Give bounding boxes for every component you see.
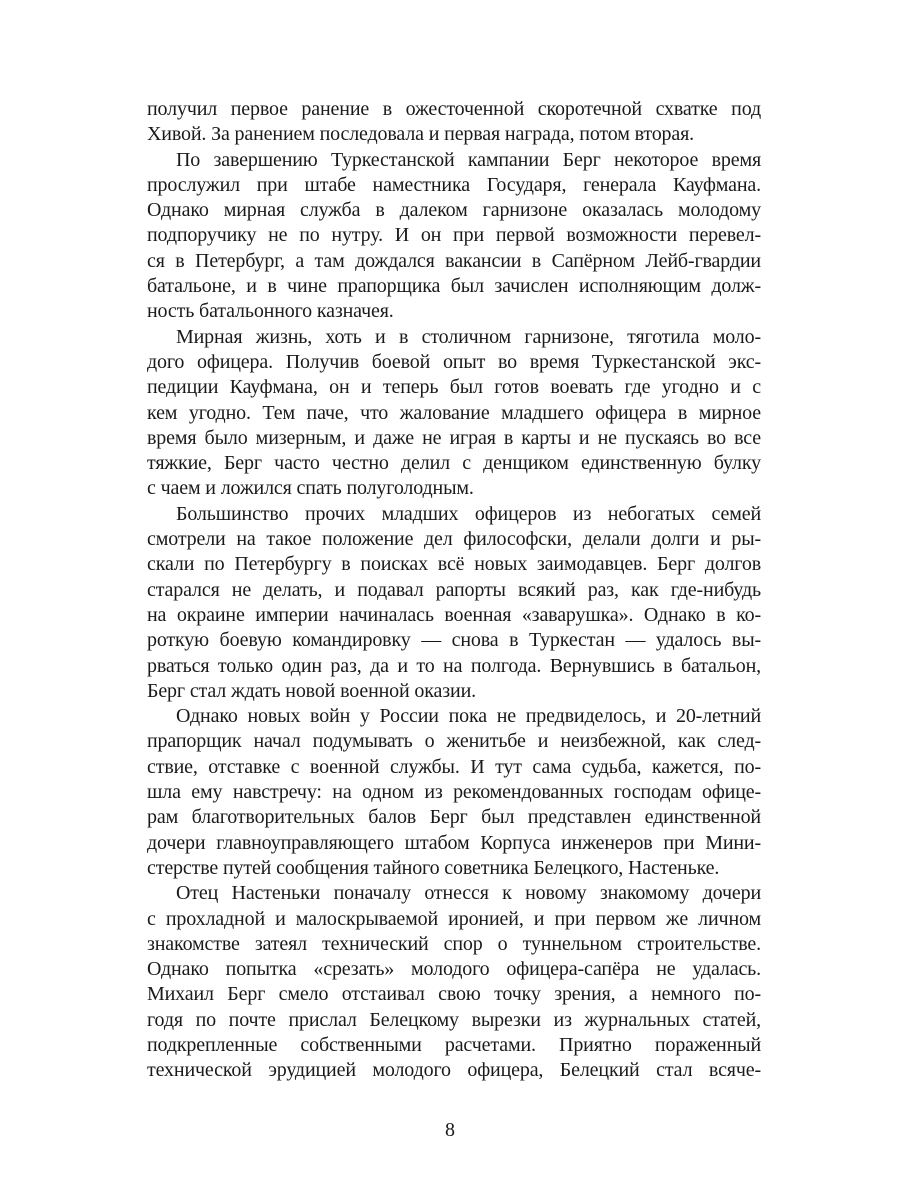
text-line: Однако новых войн у России пока не предвиделось, и 20-летний (176, 705, 761, 728)
paragraph (147, 704, 761, 881)
text-line: Однако попытка «срезать» молодого офицера-сапёра не удалась. (147, 958, 761, 981)
text-line: дочери главноуправляющего штабом Корпуса инженеров при Мини- (147, 831, 761, 854)
text-line: рам благотворительных балов Берг был представлен единственной (147, 806, 761, 829)
text-line: дого офицера. Получив боевой опыт во время Туркестанской экс- (147, 350, 761, 373)
text-line: Отец Настеньки поначалу отнесся к новому знакомому дочери (176, 882, 761, 905)
text-line: подкрепленные собственными расчетами. Приятно пораженный (147, 1033, 761, 1056)
text-line: получил первое ранение в ожесточенной скоротечной схватке под (147, 98, 761, 120)
text-line: педиции Кауфмана, он и теперь был готов воевать где угодно и с (147, 376, 761, 399)
paragraph (147, 97, 761, 148)
text-line: Мирная жизнь, хоть и в столичном гарнизоне, тяготила моло- (176, 325, 761, 348)
text-line: тяжкие, Берг часто честно делил с денщиком единственную булку (147, 452, 761, 475)
text-line: годя по почте прислал Белецкому вырезки из журнальных статей, (147, 1008, 761, 1031)
text-line: технической эрудицией молодого офицера, Белецкий стал всяче- (147, 1059, 761, 1082)
text-line: с прохладной и малоскрываемой иронией, и при первом же личном (147, 907, 761, 930)
paragraph (147, 881, 761, 1083)
text-line: Большинство прочих младших офицеров из небогатых семей (176, 502, 761, 525)
text-line: Хивой. За ранением последовала и первая награда, потом вторая. (147, 123, 695, 146)
body-text (147, 97, 761, 1084)
text-line: ствие, отставке с военной службы. И тут сама судьба, кажется, по- (147, 755, 761, 778)
text-line: прапорщик начал подумывать о женитьбе и неизбежной, как след- (147, 730, 761, 753)
text-line: рваться только один раз, да и то на полгода. Вернувшись в батальон, (147, 654, 761, 677)
text-line: старался не делать, и подавал рапорты всякий раз, как где-нибудь (147, 578, 761, 601)
paragraph (147, 502, 761, 704)
text-line: знакомстве затеял технический спор о туннельном строительстве. (147, 932, 761, 955)
text-line: время было мизерным, и даже не играя в карты и не пускаясь во все (147, 426, 761, 449)
text-line: ность батальонного казначея. (147, 300, 394, 323)
paragraph (147, 325, 761, 502)
text-line: ся в Петербург, а там дождался вакансии в Сапёрном Лейб-гвардии (147, 249, 761, 272)
page-number: 8 (445, 1119, 455, 1141)
text-line: кем угодно. Тем паче, что жалование младшего офицера в мирное (147, 401, 761, 424)
text-line: стерстве путей сообщения тайного советника Белецкого, Настеньке. (147, 856, 720, 879)
text-line: смотрели на такое положение дел философски, делали долги и ры- (147, 528, 761, 551)
text-line: Берг стал ждать новой военной оказии. (147, 679, 476, 702)
paragraph (147, 148, 761, 325)
text-line: на окраине империи начиналась военная «заварушка». Однако в ко- (147, 603, 761, 626)
text-line: с чаем и ложился спать полуголодным. (147, 477, 474, 500)
text-line: скали по Петербургу в поисках всё новых заимодавцев. Берг долгов (147, 553, 761, 576)
text-line: роткую боевую командировку — снова в Туркестан — удалось вы- (147, 629, 761, 652)
text-line: Михаил Берг смело отстаивал свою точку зрения, а немного по- (147, 983, 761, 1006)
text-line: Однако мирная служба в далеком гарнизоне оказалась молодому (147, 199, 761, 222)
text-line: По завершению Туркестанской кампании Берг некоторое время (176, 148, 761, 171)
text-line: прослужил при штабе наместника Государя, генерала Кауфмана. (147, 173, 761, 196)
text-line: батальоне, и в чине прапорщика был зачислен исполняющим долж- (147, 275, 761, 298)
text-line: шла ему навстречу: на одном из рекомендованных господам офице- (147, 781, 761, 804)
text-line: подпоручику не по нутру. И он при первой возможности перевел- (147, 224, 761, 247)
